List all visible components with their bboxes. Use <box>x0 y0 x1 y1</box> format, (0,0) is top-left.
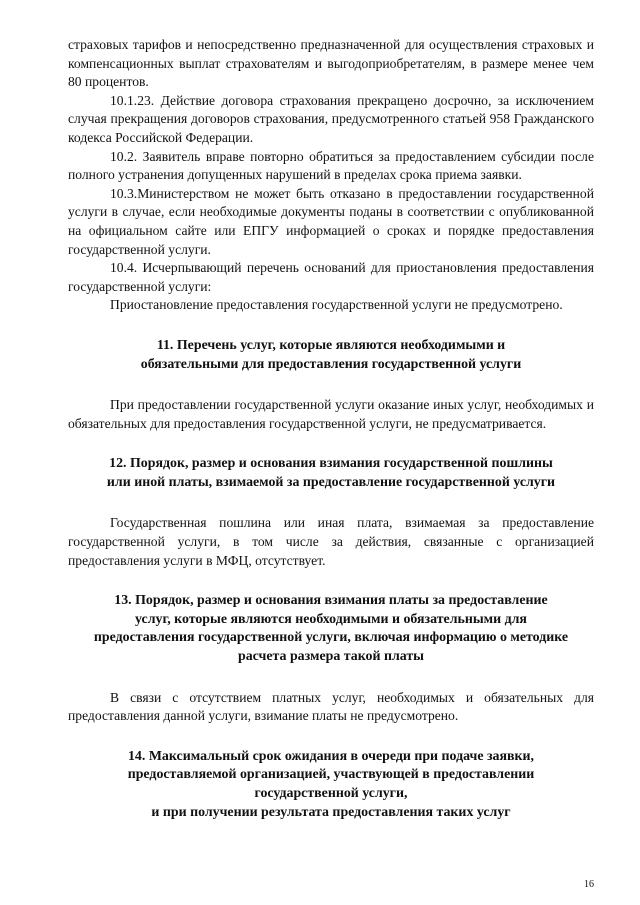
heading-line: 11. Перечень услуг, которые являются необходимыми и <box>156 337 506 353</box>
heading-line: обязательными для предоставления государственной услуги <box>140 356 522 372</box>
page-number: 16 <box>584 879 594 890</box>
paragraph-continuation: страховых тарифов и непосредственно предназначенной для осуществления страховых и компенсационных выплат страхователям и выгодоприобретателям, в размере менее чем 80 процентов. <box>68 37 594 90</box>
heading-line: расчета размера такой платы <box>237 649 425 665</box>
heading-line: 12. Порядок, размер и основания взимания государственной пошлины <box>109 456 553 472</box>
heading-line: предоставляемой организацией, участвующей в предоставлении <box>127 767 535 783</box>
section-13-heading <box>68 592 594 666</box>
heading-line: 14. Максимальный срок ожидания в очереди при подаче заявки, <box>127 748 534 764</box>
heading-line: или иной платы, взимаемой за предоставление государственной услуги <box>106 474 556 490</box>
paragraph-10-4: 10.4. Исчерпывающий перечень оснований для приостановления предоставления государственной услуги: <box>68 260 594 294</box>
section-11-heading <box>68 337 594 374</box>
heading-line: и при получении результата предоставления таких услуг <box>151 804 511 820</box>
paragraph-10-1-23: 10.1.23. Действие договора страхования прекращено досрочно, за исключением случая прекращения договоров страхования, предусмотренного статьей 958 Гражданского кодекса Российской Федерации. <box>68 92 594 145</box>
paragraph-10-3: 10.3.Министерством не может быть отказано в предоставлении государственной услуги в случае, если необходимые документы поданы в соответствии с опубликованной на официальном сайте или ЕПГУ информацией о сроках и порядке предоставления государственной услуги. <box>68 185 594 257</box>
heading-line: государственной услуги, <box>254 786 408 801</box>
paragraph-10-4-suspension: Приостановление предоставления государственной услуги не предусмотрено. <box>110 297 563 313</box>
heading-line: 13. Порядок, размер и основания взимания платы за предоставление <box>114 593 548 609</box>
section-12-body: Государственная пошлина или иная плата, взимаемая за предоставление государственной услуги, в том числе за действия, связанные с организацией предоставления услуги в МФЦ, отсутствует. <box>68 515 594 568</box>
section-14-heading <box>68 748 594 822</box>
section-13-body: В связи с отсутствием платных услуг, необходимых и обязательных для предоставления данной услуги, взимание платы не предусмотрено. <box>68 689 594 724</box>
section-11-body: При предоставлении государственной услуги оказание иных услуг, необходимых и обязательных для предоставления государственной услуги, не предусматривается. <box>68 397 594 431</box>
heading-line: предоставления государственной услуги, включая информацию о методике <box>93 630 569 646</box>
heading-line: услуг, которые являются необходимыми и обязательными для <box>135 611 527 627</box>
document-page <box>68 36 594 822</box>
paragraph-10-2: 10.2. Заявитель вправе повторно обратиться за предоставлением субсидии после полного устранения допущенных нарушений в пределах срока приема заявки. <box>68 148 594 183</box>
section-12-heading <box>68 455 594 492</box>
